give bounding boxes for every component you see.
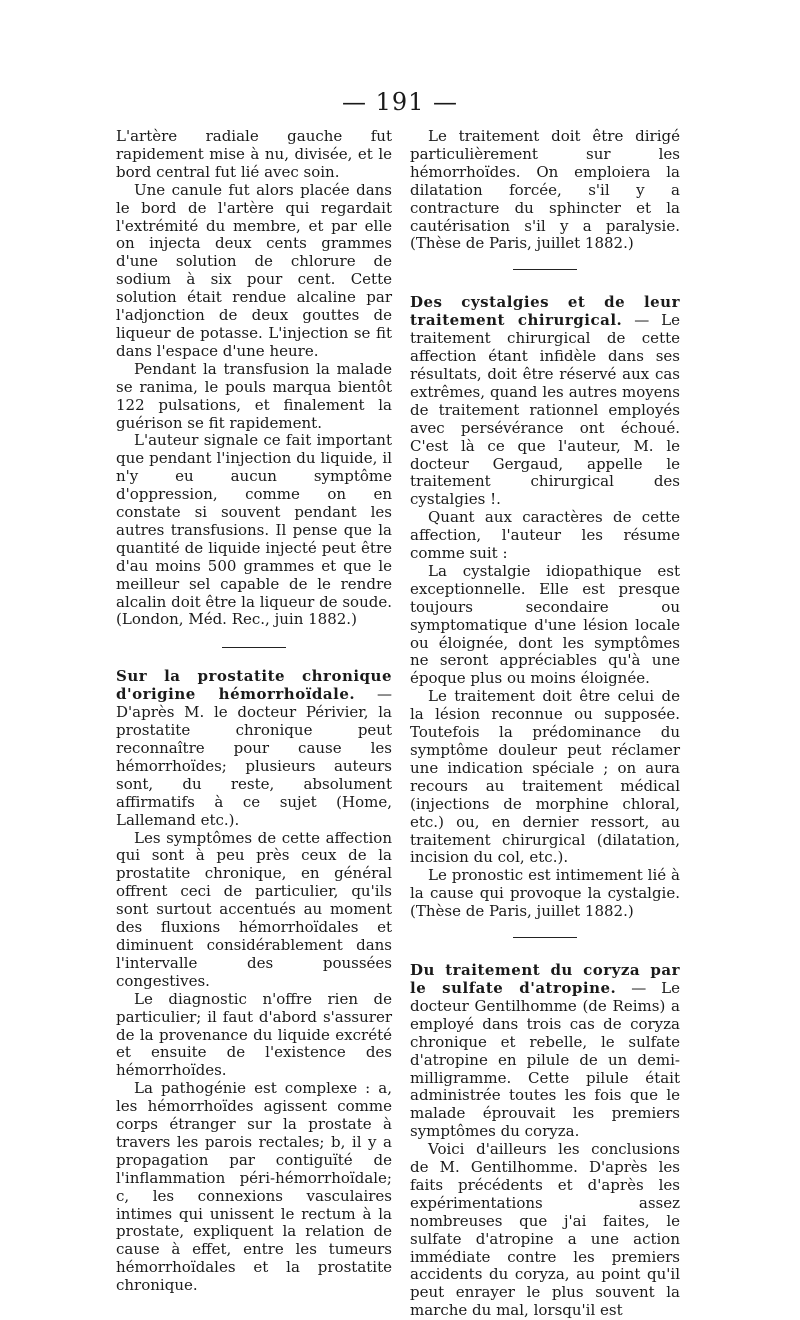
paragraph-text: — Le docteur Gentilhomme (de Reims) a employé dans trois cas de coryza chronique et rebelle, le sulfate d'atropine en pilule de un demi-milligramme. Cette pilule était administrée toutes les fois que le malade éprouvait les premiers symptômes du coryza. — [410, 978, 680, 1141]
paragraph: L'artère radiale gauche fut rapidement mise à nu, divisée, et le bord central fut lié avec soin. — [116, 127, 392, 181]
section-paragraph — [116, 668, 392, 829]
paragraph: Le traitement doit être celui de la lésion reconnue ou supposée. Toutefois la prédominance du symptôme douleur peut réclamer une indication spéciale ; on aura recours au traitement médical (injections de morphine chloral, etc.) ou, en dernier ressort, au traitement chirurgical (dilatation, incision du col, etc.). — [410, 687, 680, 867]
paragraph-text: — Le traitement chirurgical de cette affection étant infidèle dans ses résultats, doit être réservé aux cas extrêmes, quand les autres moyens de traitement rationnel employés avec persévérance ont échoué. C'est là ce que l'auteur, M. le docteur Gergaud, appelle le traitement chirurgical des cystalgies !. — [410, 311, 680, 509]
paragraph: Pendant la transfusion la malade se ranima, le pouls marqua bientôt 122 pulsations, et finalement la guérison se fit rapidement. — [116, 359, 392, 432]
section-heading: Des cystalgies et de leur traitement chirurgical. — [410, 293, 680, 330]
section-heading: Du traitement du coryza par le sulfate d'atropine. — [410, 961, 680, 997]
paragraph: Le pronostic est intimement lié à la cause qui provoque la cystalgie. (Thèse de Paris, juillet 1882.) — [410, 866, 680, 921]
section-divider — [222, 647, 286, 648]
paragraph: La pathogénie est complexe : a, les hémorrhoïdes agissent comme corps étranger sur la prostate à travers les parois rectales; b, il y a propagation par contiguïté de l'inflammation péri-hémorrhoïdale; c, les connexions vasculaires intimes qui unissent le rectum à la prostate, expliquent la relation de cause à effet, entre les tumeurs hémorrhoïdales et la prostatite chronique. — [116, 1079, 392, 1295]
page-number: — 191 — — [341, 88, 459, 116]
paragraph: La cystalgie idiopathique est exceptionnelle. Elle est presque toujours secondaire ou symptomatique d'une lésion locale ou éloignée, dont les symptômes ne seront appréciables qu'à une époque plus ou moins éloignée. — [410, 561, 680, 688]
section-paragraph — [410, 962, 680, 1141]
section-heading: Sur la prostatite chronique d'origine hémorrhoïdale. — [116, 667, 392, 704]
paragraph: Le diagnostic n'offre rien de particulier; il faut d'abord s'assurer de la provenance du liquide excrété et ensuite de l'existence des hémorrhoïdes. — [116, 989, 392, 1080]
section-divider — [513, 937, 577, 938]
right-column — [410, 128, 680, 1320]
paragraph: Une canule fut alors placée dans le bord de l'artère qui regardait l'extrémité du membre, et par elle on injecta deux cents grammes d'une solution de chlorure de sodium à six pour cent. Cette solution était rendue alcaline par l'adjonction de deux gouttes de liqueur de potasse. L'injection se fit dans l'espace d'une heure. — [116, 180, 392, 360]
paragraph: L'auteur signale ce fait important que pendant l'injection du liquide, il n'y eu aucun symptôme d'oppression, comme on en constate si souvent pendant les autres transfusions. Il pense que la quantité de liquide injecté peut être d'au moins 500 grammes et que le meilleur sel capable de le rendre alcalin doit être la liqueur de soude. (London, Méd. Rec., juin 1882.) — [116, 431, 392, 629]
paragraph: Quant aux caractères de cette affection, l'auteur les résume comme suit : — [410, 508, 680, 563]
section-paragraph — [410, 294, 680, 509]
paragraph: Voici d'ailleurs les conclusions de M. Gentilhomme. D'après les faits précédents et d'après les expérimentations assez nombreuses que j'ai faites, le sulfate d'atropine a une action immédiate contre les premiers accidents du coryza, au point qu'il peut enrayer le plus souvent la marche du mal, lorsqu'il est — [410, 1140, 680, 1320]
paragraph: Les symptômes de cette affection qui sont à peu près ceux de la prostatite chronique, en général offrent ceci de particulier, qu'ils sont surtout accentués au moment des fluxions hémorrhoïdales et diminuent considérablement dans l'intervalle des poussées congestives. — [116, 828, 392, 990]
paragraph-text: — D'après M. le docteur Périvier, la prostatite chronique peut reconnaître pour cause les hémorrhoïdes; plusieurs auteurs sont, du reste, absolument affirmatifs à ce sujet (Home, Lallemand etc.). — [116, 685, 392, 829]
left-column — [116, 128, 392, 1295]
section-divider — [513, 269, 577, 270]
paragraph: Le traitement doit être dirigé particulièrement sur les hémorrhoïdes. On emploiera la dilatation forcée, s'il y a contracture du sphincter et la cautérisation s'il y a paralysie. (Thèse de Paris, juillet 1882.) — [410, 127, 680, 253]
